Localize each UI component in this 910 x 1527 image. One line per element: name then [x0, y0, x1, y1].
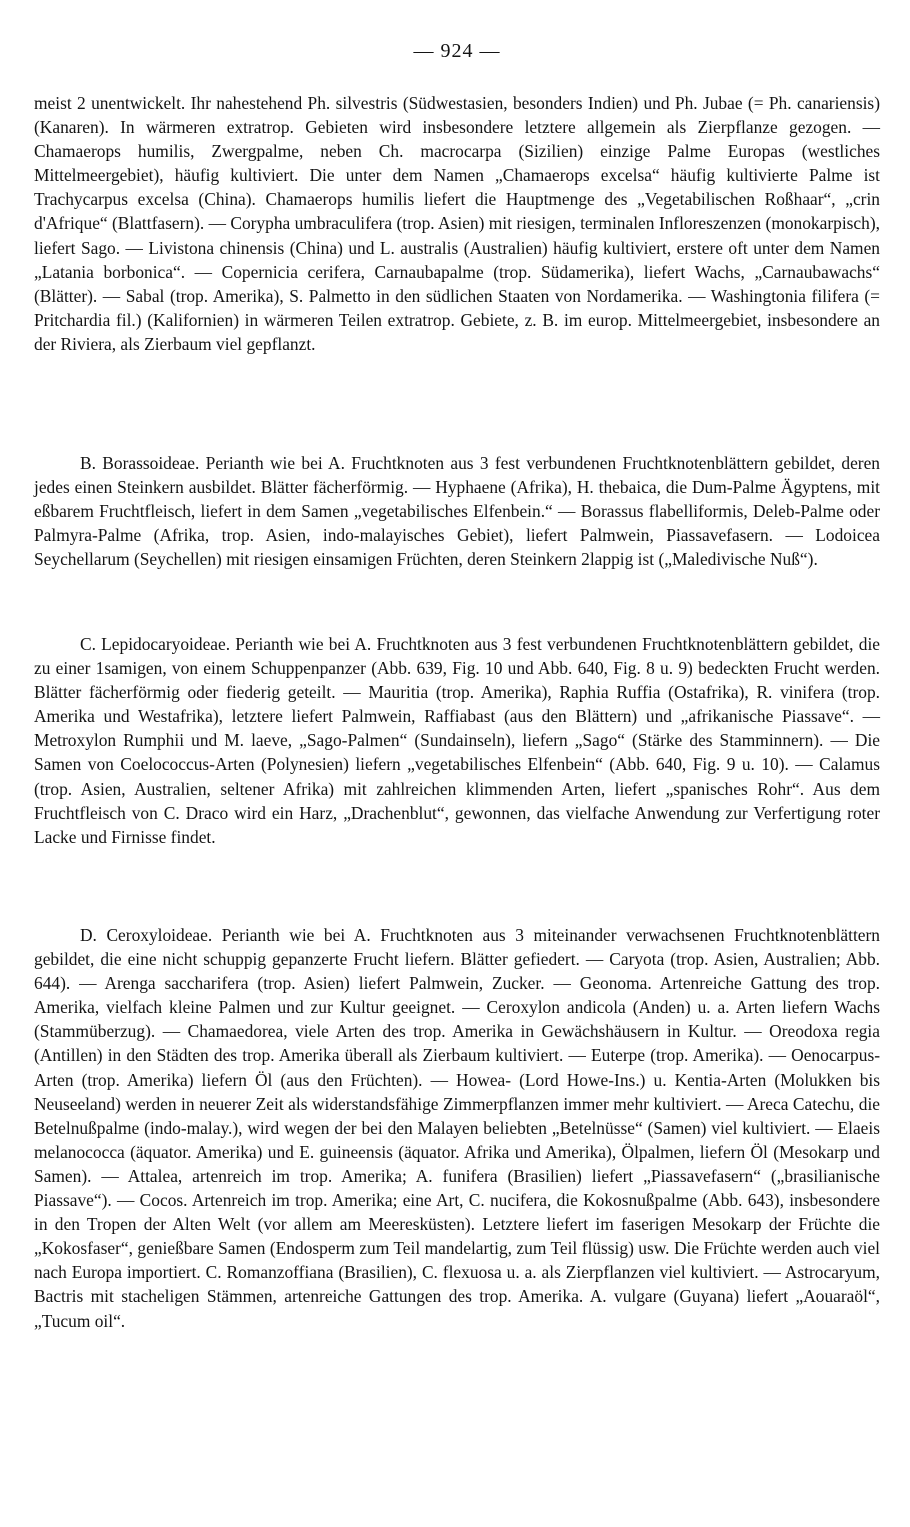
paragraph-lepidocaryoideae: C. Lepidocaryoideae. Perianth wie bei A. Fruchtknoten aus 3 fest verbundenen Fruchtknotenblättern gebildet, die zu einer 1samigen, von einem Schuppenpanzer (Abb. 639, Fig. 10 und Abb. 640, Fig. 8 u. 9) bedeckten Frucht werden. Blätter fächerförmig oder fiederig geteilt. — Mauritia (trop. Amerika), Raphia Ruffia (Ostafrika), R. vinifera (trop. Amerika und Westafrika), letztere liefert Palmwein, Raffiabast (aus den Blättern) und „afrikanische Piassave“. — Metroxylon Rumphii und M. laeve, „Sago-Palmen“ (Sundainseln), liefern „Sago“ (Stärke des Stamminnern). — Die Samen von Coelococcus-Arten (Polynesien) liefern „vegetabilisches Elfenbein“ (Abb. 640, Fig. 9 u. 10). — Calamus (trop. Asien, Australien, seltener Afrika) mit zahlreichen klimmenden Arten, liefert „spanisches Rohr“. Aus dem Fruchtfleisch von C. Draco wird ein Harz, „Drachenblut“, gewonnen, das vielfache Anwendung zur Verfertigung roter Lacke und Firnisse findet.	[34, 634, 880, 847]
page-number: — 924 —	[413, 40, 501, 62]
paragraph-borassoideae: B. Borassoideae. Perianth wie bei A. Fruchtknoten aus 3 fest verbundenen Fruchtknotenblättern gebildet, deren jedes einen Steinkern ausbildet. Blätter fächerförmig. — Hyphaene (Afrika), H. thebaica, die Dum-Palme Ägyptens, mit eßbarem Fruchtfleisch, liefert in dem Samen „vegetabilisches Elfenbein.“ — Borassus flabelliformis, Deleb-Palme oder Palmyra-Palme (Afrika, trop. Asien, indo-malayisches Gebiet), liefert Palmwein, Piassavefasern. — Lodoicea Seychellarum (Seychellen) mit riesigen einsamigen Früchten, deren Steinkern 2lappig ist („Maledivische Nuß“).	[34, 453, 880, 570]
paragraph-continued-text: meist 2 unentwickelt. Ihr nahestehend Ph. silvestris (Südwestasien, besonders Indien) und Ph. Jubae (= Ph. canariensis) (Kanaren). In wärmeren extratrop. Gebieten wird insbesondere letztere allgemein als Zierpflanze gezogen. — Chamaerops humilis, Zwergpalme, neben Ch. macrocarpa (Sizilien) einzige Palme Europas (westliches Mittelmeergebiet), häufig kultiviert. Die unter dem Namen „Chamaerops excelsa“ häufig kultivierte Palme ist Trachycarpus excelsa (China). Chamaerops humilis liefert die Hauptmenge des „Vegetabilischen Roßhaar“, „crin d'Afrique“ (Blattfasern). — Corypha umbraculifera (trop. Asien) mit riesigen, terminalen Infloreszenzen (monokarpisch), liefert Sago. — Livistona chinensis (China) und L. australis (Australien) häufig kultiviert, erstere oft unter dem Namen „Latania borbonica“. — Copernicia cerifera, Carnaubapalme (trop. Südamerika), liefert Wachs, „Carnaubawachs“ (Blätter). — Sabal (trop. Amerika), S. Palmetto in den südlichen Staaten von Nordamerika. — Washingtonia filifera (= Pritchardia fil.) (Kalifornien) in wärmeren Teilen extratrop. Gebiete, z. B. im europ. Mittelmeergebiet, insbesondere an der Riviera, als Zierbaum viel gepflanzt.	[34, 93, 880, 354]
book-page	[34, 0, 880, 1527]
paragraph-ceroxyloideae: D. Ceroxyloideae. Perianth wie bei A. Fruchtknoten aus 3 miteinander verwachsenen Fruchtknotenblättern gebildet, die eine nicht schuppig gepanzerte Frucht liefern. Blätter gefiedert. — Caryota (trop. Asien, Australien; Abb. 644). — Arenga saccharifera (trop. Asien) liefert Palmwein, Zucker. — Geonoma. Artenreiche Gattung des trop. Amerika, vielfach kleine Palmen und zur Kultur geeignet. — Ceroxylon andicola (Anden) u. a. Arten liefern Wachs (Stammüberzug). — Chamaedorea, viele Arten des trop. Amerika in Gewächshäusern in Kultur. — Oreodoxa regia (Antillen) in den Städten des trop. Amerika überall als Zierbaum kultiviert. — Euterpe (trop. Amerika). — Oenocarpus-Arten (trop. Amerika) liefern Öl (aus den Früchten). — Howea- (Lord Howe-Ins.) u. Kentia-Arten (Molukken bis Neuseeland) werden in neuerer Zeit als widerstandsfähige Zimmerpflanzen immer mehr kultiviert. — Areca Catechu, die Betelnußpalme (indo-malay.), wird wegen der bei den Malayen beliebten „Betelnüsse“ (Samen) viel kultiviert. — Elaeis melanococca (äquator. Amerika) und E. guineensis (äquator. Afrika und Amerika), Ölpalmen, liefern Öl (Mesokarp und Samen). — Attalea, artenreich im trop. Amerika; A. funifera (Brasilien) liefert „Piassavefasern“ („brasilianische Piassave“). — Cocos. Artenreich im trop. Amerika; eine Art, C. nucifera, die Kokosnußpalme (Abb. 643), insbesondere in den Tropen der Alten Welt (vor allem am Meeresküsten). Letztere liefert im faserigen Mesokarp der Früchte die „Kokosfaser“, genießbare Samen (Endosperm zum Teil mandelartig, zum Teil flüssig) usw. Die Früchte werden auch viel nach Europa importiert. C. Romanzoffiana (Brasilien), C. flexuosa u. a. als Zierpflanzen viel kultiviert. — Astrocaryum, Bactris mit stacheligen Stämmen, artenreiche Gattungen des trop. Amerika. A. vulgare (Guyana) liefert „Aouaraöl“, „Tucum oil“.	[34, 925, 880, 1331]
